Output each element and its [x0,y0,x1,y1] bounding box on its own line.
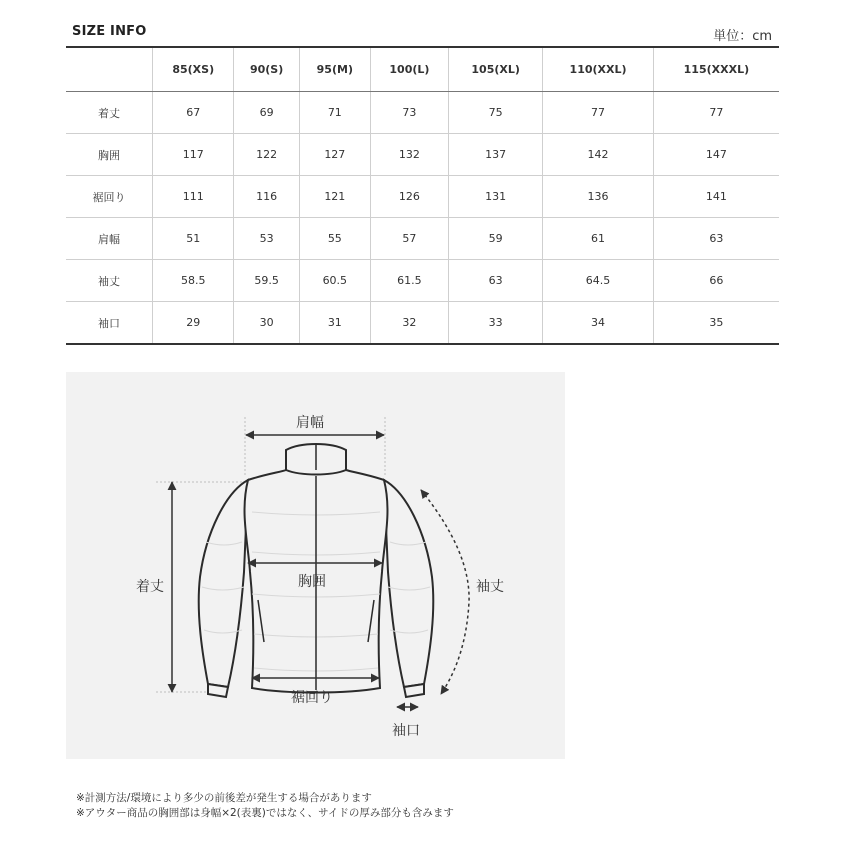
table-cell: 34 [543,302,653,345]
table-cell: 147 [653,134,779,176]
table-cell: 61 [543,218,653,260]
row-label: 肩幅 [66,218,153,260]
table-cell: 126 [370,176,448,218]
row-label: 袖口 [98,316,120,330]
column-header: 110(XXL) [543,47,653,92]
shoulder-width-label: 肩幅 [296,415,324,431]
column-header: 90(S) [234,47,299,92]
hem-label: 裾回り [291,690,333,706]
table-cell: 69 [234,92,299,134]
table-cell: 75 [449,92,543,134]
notes [76,791,454,821]
table-row [66,260,779,302]
table-cell: 67 [153,92,234,134]
table-cell: 63 [653,218,779,260]
table-cell: 33 [449,302,543,345]
cuff-label: 袖口 [392,723,420,739]
table-cell: 53 [234,218,299,260]
body-length-label: 着丈 [136,579,164,595]
corner-cell [66,47,153,92]
table-cell: 61.5 [370,260,448,302]
table-cell: 29 [153,302,234,345]
measurement-diagram [66,372,565,759]
table-cell: 51 [153,218,234,260]
sleeve-length-label: 袖丈 [476,579,504,595]
table-cell: 73 [370,92,448,134]
table-cell: 122 [234,134,299,176]
table-cell: 131 [449,176,543,218]
table-header-row [66,47,779,92]
size-info-title: SIZE INFO [72,24,147,39]
row-label: 胸囲 [66,134,153,176]
table-cell: 136 [543,176,653,218]
table-cell: 32 [370,302,448,345]
table-cell: 35 [653,302,779,345]
table-cell: 77 [543,92,653,134]
table-cell: 58.5 [153,260,234,302]
table-row [66,134,779,176]
table-cell: 141 [653,176,779,218]
table-cell: 64.5 [543,260,653,302]
table-cell: 142 [543,134,653,176]
table-row [66,176,779,218]
table-cell: 55 [299,218,370,260]
row-label: 裾回り [66,176,153,218]
note-line: ※計測方法/環境により多少の前後差が発生する場合があります [76,792,372,804]
table-cell: 60.5 [299,260,370,302]
chest-label: 胸囲 [298,574,326,590]
table-cell: 127 [299,134,370,176]
row-label: 着丈 [66,92,153,134]
table-cell: 30 [234,302,299,345]
table-cell: 66 [653,260,779,302]
table-cell: 132 [370,134,448,176]
row-label: 袖丈 [66,260,153,302]
table-row [66,218,779,260]
table-cell: 121 [299,176,370,218]
table-row [66,92,779,134]
column-header: 105(XL) [449,47,543,92]
table-row [66,302,779,345]
table-cell: 116 [234,176,299,218]
table-cell: 59.5 [234,260,299,302]
column-header: 100(L) [370,47,448,92]
table-cell: 31 [299,302,370,345]
table-cell: 59 [449,218,543,260]
size-table [66,46,779,345]
table-cell: 63 [449,260,543,302]
column-header: 115(XXXL) [653,47,779,92]
table-cell: 57 [370,218,448,260]
table-cell: 137 [449,134,543,176]
column-header: 95(M) [299,47,370,92]
unit-label: 単位：cm [713,29,772,44]
column-header: 85(XS) [153,47,234,92]
table-cell: 71 [299,92,370,134]
table-cell: 117 [153,134,234,176]
table-cell: 77 [653,92,779,134]
table-cell: 111 [153,176,234,218]
note-line: ※アウター商品の胸囲部は身幅×2(表裏)ではなく、サイドの厚み部分も含みます [76,807,454,819]
